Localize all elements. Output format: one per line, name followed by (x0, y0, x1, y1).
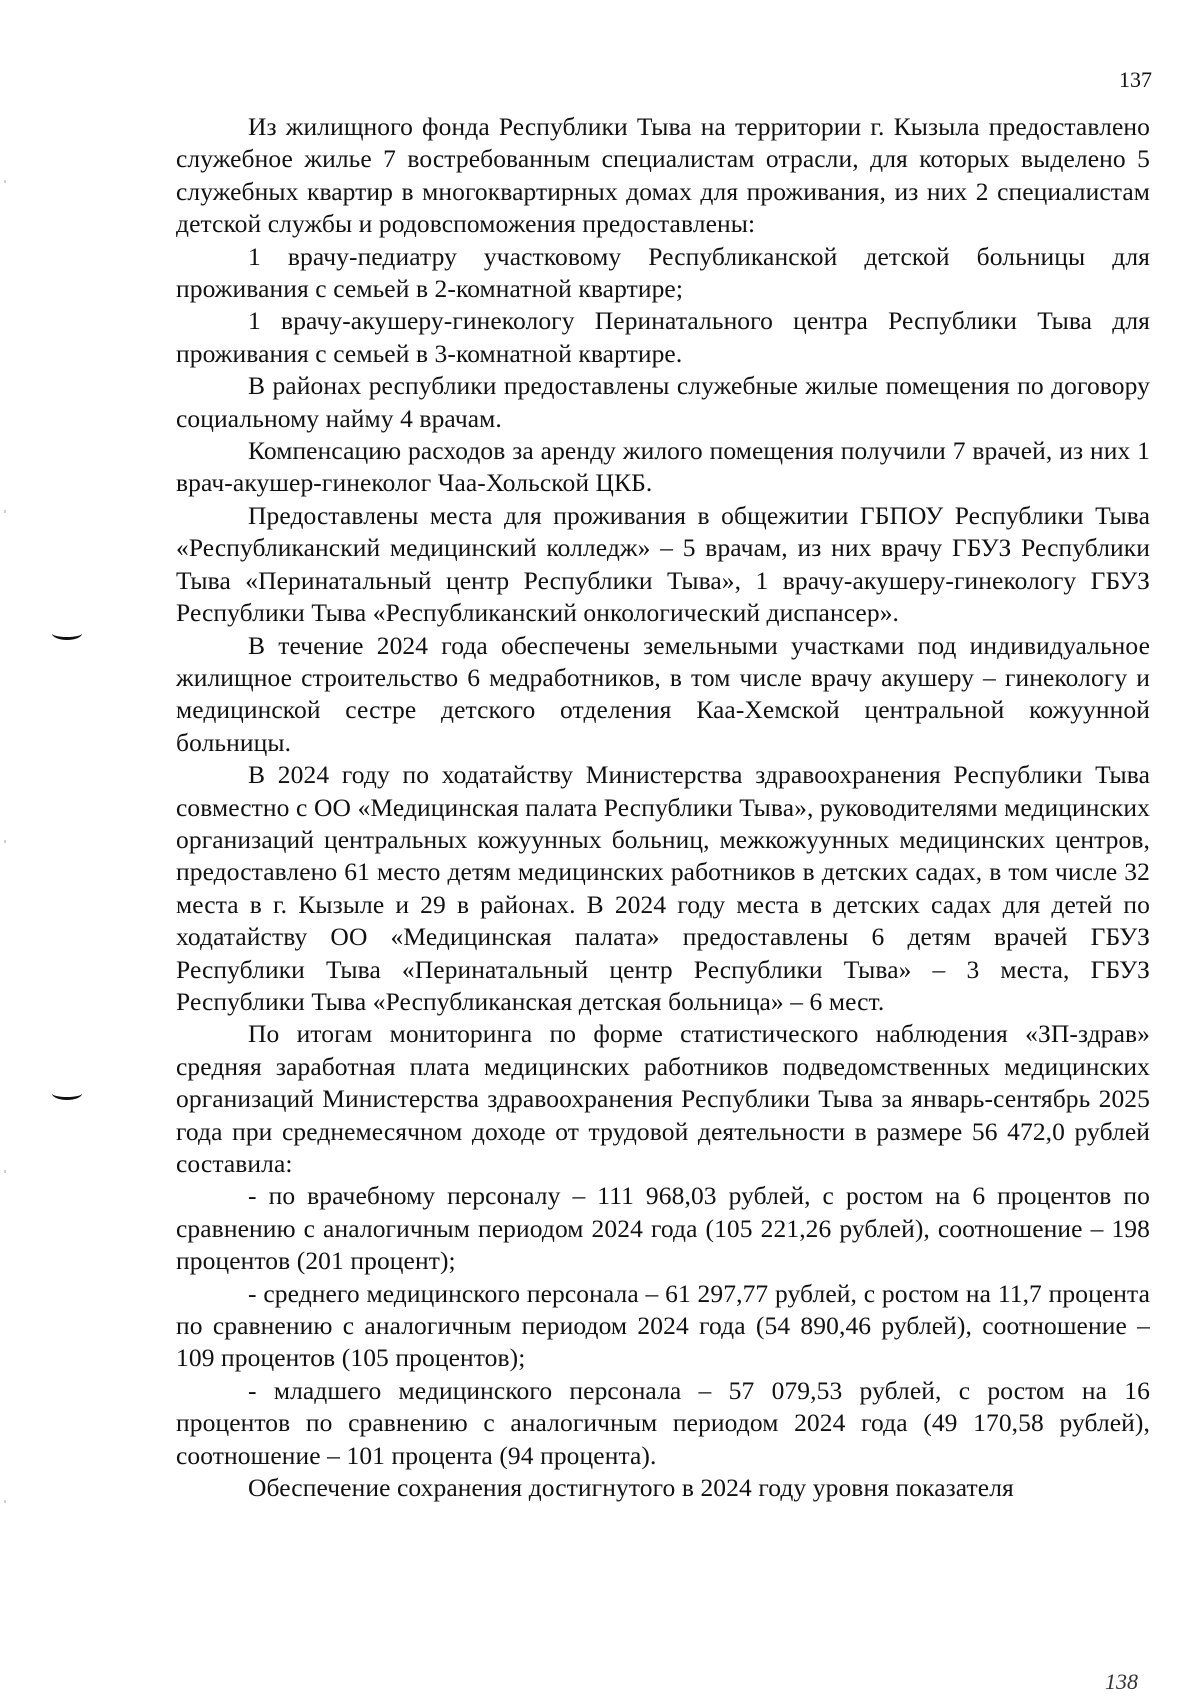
document-body (176, 111, 1150, 1504)
paragraph: 1 врачу-педиатру участковому Республиканской детской больницы для проживания с семьей в 2-комнатной квартире; (176, 241, 1150, 304)
paragraph: Обеспечение сохранения достигнутого в 2024 году уровня показателя (248, 1473, 1014, 1503)
paragraph: Предоставлены места для проживания в общежитии ГБПОУ Республики Тыва «Республиканский медицинский колледж» – 5 врачам, из них врачу ГБУЗ Республики Тыва «Перинатальный центр Республики Тыва», 1 врачу-акушеру-гинекологу ГБУЗ Республики Тыва «Республиканский онкологический диспансер». (176, 500, 1150, 628)
scan-edge (4, 0, 6, 1697)
binder-hole-mark (52, 627, 82, 640)
paragraph: В 2024 году по ходатайству Министерства здравоохранения Республики Тыва совместно с ОО «Медицинская палата Республики Тыва», руководителями медицинских организаций центральных кожуунных больниц, межкожуунных медицинских центров, предоставлено 61 место детям медицинских работников в детских садах, в том числе 32 места в г. Кызыле и 29 в районах. В 2024 году места в детских садах для детей по ходатайству ОО «Медицинская палата» предоставлены 6 детям врачей ГБУЗ Республики Тыва «Перинатальный центр Республики Тыва» – 3 места, ГБУЗ Республики Тыва «Республиканская детская больница» – 6 мест. (176, 760, 1150, 1016)
paragraph: - по врачебному персоналу – 111 968,03 рублей, с ростом на 6 процентов по сравнению с аналогичным периодом 2024 года (105 221,26 рублей), соотношение – 198 процентов (201 процент); (176, 1181, 1150, 1276)
paragraph: По итогам мониторинга по форме статистического наблюдения «ЗП-здрав» средняя заработная плата медицинских работников подведомственных медицинских организаций Министерства здравоохранения Республики Тыва за январь-сентябрь 2025 года при среднемесячном доходе от трудовой деятельности в размере 56 472,0 рублей составила: (176, 1019, 1150, 1178)
paragraph: В течение 2024 года обеспечены земельными участками под индивидуальное жилищное строительство 6 медработников, в том числе врачу акушеру – гинекологу и медицинской сестре детского отделения Каа-Хемской центральной кожуунной больницы. (176, 630, 1150, 757)
handwritten-page-mark: 138 (1105, 1669, 1138, 1694)
paragraph: Компенсацию расходов за аренду жилого помещения получили 7 врачей, из них 1 врач-акушер-гинеколог Чаа-Хольской ЦКБ. (176, 436, 1150, 498)
paragraph: В районах республики предоставлены служебные жилые помещения по договору социальному найму 4 врачам. (176, 371, 1150, 433)
paragraph: 1 врачу-акушеру-гинекологу Перинатального центра Республики Тыва для проживания с семьей в 3-комнатной квартире. (176, 306, 1150, 368)
paragraph: Из жилищного фонда Республики Тыва на территории г. Кызыла предоставлено служебное жилье 7 востребованным специалистам отрасли, для которых выделено 5 служебных квартир в многоквартирных домах для проживания, из них 2 специалистам детской службы и родовспоможения предоставлены: (176, 112, 1150, 239)
paragraph: - среднего медицинского персонала – 61 297,77 рублей, с ростом на 11,7 процента по сравнению с аналогичным периодом 2024 года (54 890,46 рублей), соотношение – 109 процентов (105 процентов); (176, 1278, 1150, 1373)
binder-hole-mark (52, 1087, 82, 1100)
paragraph: - младшего медицинского персонала – 57 079,53 рублей, с ростом на 16 процентов по сравнению с аналогичным периодом 2024 года (49 170,58 рублей), соотношение – 101 процента (94 процента). (176, 1375, 1150, 1470)
page-number: 137 (1119, 67, 1152, 92)
